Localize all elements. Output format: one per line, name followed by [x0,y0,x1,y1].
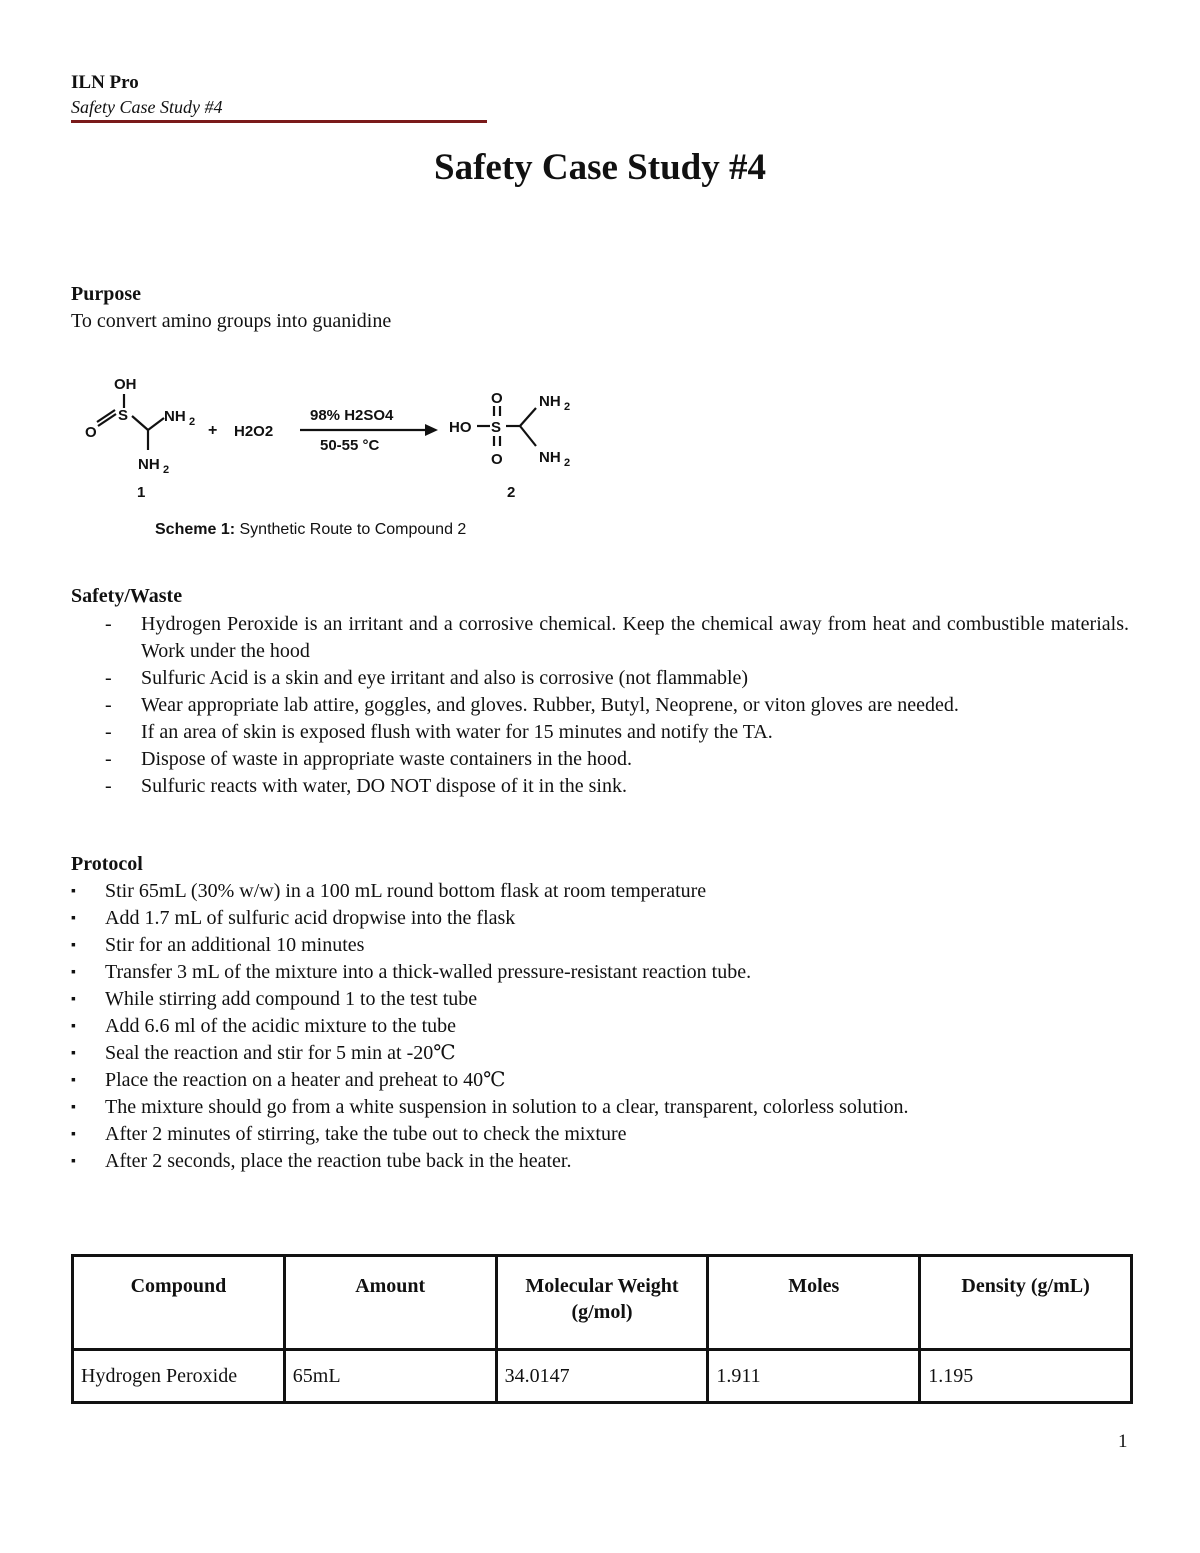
svg-text:HO: HO [449,419,472,436]
square-bullet-icon: ▪ [71,884,76,899]
protocol-step: ▪ Stir 65mL (30% w/w) in a 100 mL round bottom flask at room temperature [71,878,909,905]
protocol-step: ▪ Transfer 3 mL of the mixture into a thick-walled pressure-resistant reaction tube. [71,959,909,986]
protocol-step: ▪ Add 1.7 mL of sulfuric acid dropwise into the flask [71,905,909,932]
page-title: Safety Case Study #4 [434,147,766,188]
protocol-step: ▪ Stir for an additional 10 minutes [71,932,909,959]
dash-marker: - [105,613,112,635]
svg-text:2: 2 [564,457,571,469]
safety-list [71,611,1129,800]
protocol-step: ▪ The mixture should go from a white suspension in solution to a clear, transparent, colorless solution. [71,1094,909,1121]
table-cell: Hydrogen Peroxide [73,1350,285,1403]
safety-item: - Sulfuric reacts with water, DO NOT dispose of it in the sink. [71,773,1129,800]
protocol-step: ▪ While stirring add compound 1 to the test tube [71,986,909,1013]
square-bullet-icon: ▪ [71,1154,76,1169]
header-org: ILN Pro [71,72,139,93]
table-cell: 1.911 [708,1350,920,1403]
svg-text:2: 2 [163,464,170,476]
square-bullet-icon: ▪ [71,938,76,953]
table-cell: 34.0147 [496,1350,708,1403]
table-header-cell: Compound [73,1256,285,1350]
table-header-cell: Density (g/mL) [920,1256,1132,1350]
purpose-text: To convert amino groups into guanidine [71,310,392,332]
plus-sign: + [208,422,218,439]
dash-marker: - [105,694,112,716]
reagent-table [71,1254,1133,1404]
reaction-scheme [80,368,600,548]
svg-text:O: O [491,451,503,468]
square-bullet-icon: ▪ [71,1073,76,1088]
reagent-h2o2: H2O2 [234,423,274,440]
header-rule [71,120,487,123]
table-cell: 1.195 [920,1350,1132,1403]
safety-item: - Wear appropriate lab attire, goggles, and gloves. Rubber, Butyl, Neoprene, or viton gloves are needed. [71,692,1129,719]
svg-text:2: 2 [189,416,196,428]
compound-1-structure [97,394,164,450]
table-row [73,1350,1132,1403]
protocol-step: ▪ Seal the reaction and stir for 5 min at -20℃ [71,1040,909,1067]
compound-1-label: 1 [137,484,146,501]
safety-heading: Safety/Waste [71,585,183,607]
protocol-step: ▪ After 2 minutes of stirring, take the tube out to check the mixture [71,1121,909,1148]
dash-marker: - [105,748,112,770]
protocol-list [71,878,909,1175]
svg-text:NH: NH [539,393,561,410]
square-bullet-icon: ▪ [71,911,76,926]
svg-text:S: S [118,407,129,424]
table-header-cell: Amount [284,1256,496,1350]
square-bullet-icon: ▪ [71,992,76,1007]
table-header-cell: Molecular Weight (g/mol) [496,1256,708,1350]
dash-marker: - [105,721,112,743]
compound-1-atoms [85,376,195,476]
square-bullet-icon: ▪ [71,1100,76,1115]
compound-2-label: 2 [507,484,516,501]
scheme-caption-text: Synthetic Route to Compound 2 [239,521,467,538]
protocol-step: ▪ Add 6.6 ml of the acidic mixture to the tube [71,1013,909,1040]
protocol-step: ▪ Place the reaction on a heater and preheat to 40℃ [71,1067,909,1094]
condition-acid: 98% H2SO4 [310,407,394,424]
safety-item: - Dispose of waste in appropriate waste containers in the hood. [71,746,1129,773]
square-bullet-icon: ▪ [71,965,76,980]
svg-text:NH: NH [539,449,561,466]
svg-text:2: 2 [564,401,571,413]
dash-marker: - [105,775,112,797]
square-bullet-icon: ▪ [71,1019,76,1034]
page-number: 1 [1118,1431,1128,1452]
reaction-arrow [300,424,438,436]
table-cell: 65mL [284,1350,496,1403]
scheme-caption [155,521,466,538]
svg-text:NH: NH [138,456,160,473]
dash-marker: - [105,667,112,689]
scheme-caption-bold: Scheme 1: [155,521,236,538]
svg-text:O: O [85,424,97,441]
safety-item: - Sulfuric Acid is a skin and eye irritant and also is corrosive (not flammable) [71,665,1129,692]
svg-text:NH: NH [164,408,186,425]
square-bullet-icon: ▪ [71,1127,76,1142]
safety-item: - Hydrogen Peroxide is an irritant and a corrosive chemical. Keep the chemical away from heat and combustible materials. Work under the hood [105,613,1129,662]
condition-temp: 50-55 °C [320,437,380,454]
protocol-heading: Protocol [71,853,143,875]
svg-text:S: S [491,419,502,436]
table-header-row [73,1256,1132,1350]
square-bullet-icon: ▪ [71,1046,76,1061]
svg-text:O: O [491,390,503,407]
compound-2-atoms [449,390,570,469]
protocol-step: ▪ After 2 seconds, place the reaction tube back in the heater. [71,1148,909,1175]
table-header-cell: Moles [708,1256,920,1350]
compound-2-structure [477,406,536,446]
safety-item: - If an area of skin is exposed flush with water for 15 minutes and notify the TA. [71,719,1129,746]
header-subtitle: Safety Case Study #4 [71,97,223,117]
purpose-heading: Purpose [71,283,141,305]
svg-text:OH: OH [114,376,137,393]
